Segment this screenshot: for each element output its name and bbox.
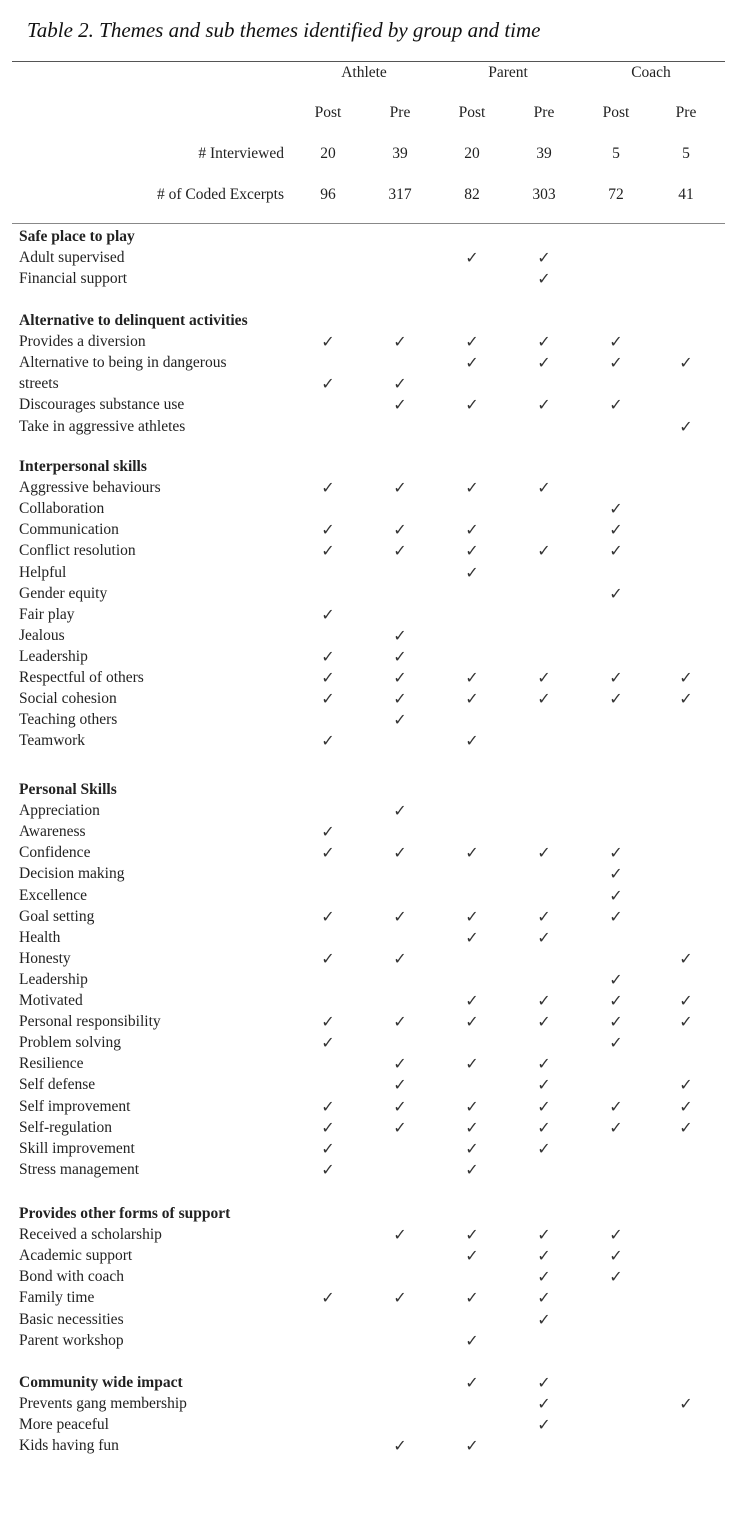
check-mark: ✓ [321,822,335,842]
check-mark: ✓ [393,332,407,352]
theme-row-label: Decision making [19,865,125,883]
summary-value: 39 [392,145,408,162]
check-mark: ✓ [465,991,479,1010]
check-mark: ✓ [465,1373,479,1392]
theme-row-label: Gender equity [19,584,108,602]
check-mark: ✓ [465,1288,479,1308]
check-mark: ✓ [465,1246,479,1266]
check-mark: ✓ [321,1159,335,1179]
check-mark: ✓ [537,353,551,373]
theme-row-label: Respectful of others [19,669,144,686]
check-mark: ✓ [609,395,623,415]
check-mark: ✓ [465,520,479,540]
check-mark: ✓ [465,1138,479,1158]
check-mark: ✓ [609,499,623,519]
check-mark: ✓ [393,710,407,730]
check-mark: ✓ [537,1117,551,1137]
check-mark: ✓ [393,520,407,540]
check-mark: ✓ [465,353,479,373]
header-bottom-rule [12,223,725,224]
theme-row-label: streets [19,375,59,393]
check-mark: ✓ [393,374,407,394]
theme-row-label: Resilience [19,1055,84,1073]
group-header: Parent [488,64,528,81]
section-title: Community wide impact [19,1374,183,1391]
check-mark: ✓ [679,991,693,1010]
summary-row-label: # of Coded Excerpts [157,186,284,203]
check-mark: ✓ [465,478,479,498]
check-mark: ✓ [465,1096,479,1116]
check-mark: ✓ [537,395,551,415]
check-mark: ✓ [321,948,335,968]
time-header: Post [458,104,486,121]
check-mark: ✓ [393,689,407,709]
theme-row-label: Communication [19,521,119,539]
check-mark: ✓ [537,1288,551,1308]
check-mark: ✓ [609,353,623,373]
summary-value: 96 [320,186,336,203]
check-mark: ✓ [321,604,335,624]
check-mark: ✓ [393,625,407,645]
check-mark: ✓ [393,1075,407,1095]
check-mark: ✓ [609,1117,623,1137]
theme-row-label: Honesty [19,949,71,967]
theme-row-label: Take in aggressive athletes [19,417,186,435]
theme-row-label: Aggressive behaviours [19,479,161,497]
check-mark: ✓ [537,541,551,561]
section-title: Alternative to delinquent activities [19,312,248,329]
theme-row-label: Provides a diversion [19,333,146,351]
check-mark: ✓ [609,843,623,863]
check-mark: ✓ [609,1225,623,1245]
check-mark: ✓ [465,731,479,751]
check-mark: ✓ [465,927,479,947]
check-mark: ✓ [465,248,479,268]
theme-row-label: Collaboration [19,500,105,518]
check-mark: ✓ [393,906,407,926]
check-mark: ✓ [537,332,551,352]
check-mark: ✓ [609,906,623,926]
check-mark: ✓ [537,1309,551,1329]
theme-row-label: Kids having fun [19,1437,119,1455]
check-mark: ✓ [321,1096,335,1116]
check-mark: ✓ [393,668,407,687]
theme-row-label: Social cohesion [19,690,117,708]
time-header: Post [602,104,630,121]
theme-row-label: Health [19,928,61,946]
check-mark: ✓ [537,478,551,498]
check-mark: ✓ [393,478,407,498]
check-mark: ✓ [537,1096,551,1116]
check-mark: ✓ [465,1054,479,1074]
check-mark: ✓ [609,885,623,905]
check-mark: ✓ [393,1117,407,1137]
theme-row-label: Self-regulation [19,1118,112,1136]
theme-row-label: Stress management [19,1160,140,1178]
check-mark: ✓ [465,395,479,415]
theme-row-label: Jealous [19,626,65,644]
theme-row-label: Parent workshop [19,1331,124,1349]
check-mark: ✓ [609,1012,623,1032]
time-header: Pre [533,104,555,121]
check-mark: ✓ [679,1012,693,1032]
theme-row-label: Awareness [19,823,86,841]
theme-row-label: Teamwork [19,732,86,750]
time-header: Post [314,104,342,121]
check-mark: ✓ [321,1117,335,1137]
check-mark: ✓ [465,1117,479,1137]
check-mark: ✓ [679,353,693,373]
check-mark: ✓ [537,689,551,709]
check-mark: ✓ [465,541,479,561]
check-mark: ✓ [465,1159,479,1179]
check-mark: ✓ [393,843,407,863]
section-title: Personal Skills [19,781,117,798]
summary-value: 39 [536,145,552,162]
check-mark: ✓ [465,332,479,352]
check-mark: ✓ [679,1075,693,1095]
theme-row-label: Academic support [19,1247,133,1265]
check-mark: ✓ [609,689,623,709]
check-mark: ✓ [393,1225,407,1245]
theme-row-label: Family time [19,1289,95,1307]
summary-value: 82 [464,186,480,203]
check-mark: ✓ [321,843,335,863]
table-top-rule [12,61,725,62]
summary-value: 72 [608,186,624,203]
check-mark: ✓ [321,374,335,394]
check-mark: ✓ [321,520,335,540]
check-mark: ✓ [679,416,693,436]
check-mark: ✓ [321,906,335,926]
theme-row-label: Self improvement [19,1097,131,1115]
section-title: Safe place to play [19,228,135,245]
theme-row-label: Teaching others [19,711,118,729]
check-mark: ✓ [679,689,693,709]
theme-row-label: Personal responsibility [19,1013,161,1031]
check-mark: ✓ [537,1012,551,1032]
check-mark: ✓ [321,1033,335,1053]
check-mark: ✓ [393,1054,407,1074]
check-mark: ✓ [465,1330,479,1350]
check-mark: ✓ [537,1394,551,1414]
check-mark: ✓ [609,1096,623,1116]
check-mark: ✓ [609,991,623,1010]
check-mark: ✓ [321,731,335,751]
summary-value: 303 [532,186,556,203]
theme-row-label: Helpful [19,563,67,581]
check-mark: ✓ [537,927,551,947]
check-mark: ✓ [393,646,407,666]
check-mark: ✓ [465,1436,479,1456]
check-mark: ✓ [321,646,335,666]
summary-value: 41 [678,186,694,203]
theme-row-label: Bond with coach [19,1268,125,1286]
check-mark: ✓ [393,801,407,821]
theme-row-label: Confidence [19,844,91,862]
theme-row-label: Adult supervised [19,249,125,267]
check-mark: ✓ [679,1117,693,1137]
section-title: Provides other forms of support [19,1205,231,1222]
time-header: Pre [675,104,697,121]
theme-row-label: Leadership [19,647,88,665]
summary-value: 317 [388,186,412,203]
check-mark: ✓ [321,332,335,352]
check-mark: ✓ [321,668,335,687]
check-mark: ✓ [465,668,479,687]
check-mark: ✓ [609,969,623,989]
check-mark: ✓ [537,248,551,268]
theme-row-label: Skill improvement [19,1139,135,1157]
summary-value: 5 [612,145,620,162]
check-mark: ✓ [537,269,551,289]
theme-row-label: Problem solving [19,1034,122,1052]
check-mark: ✓ [465,1225,479,1245]
check-mark: ✓ [537,668,551,687]
check-mark: ✓ [537,1415,551,1435]
check-mark: ✓ [465,906,479,926]
check-mark: ✓ [393,541,407,561]
theme-row-label: Leadership [19,970,88,988]
check-mark: ✓ [537,1225,551,1245]
check-mark: ✓ [393,1436,407,1456]
check-mark: ✓ [393,948,407,968]
check-mark: ✓ [537,843,551,863]
check-mark: ✓ [465,562,479,582]
check-mark: ✓ [679,1394,693,1414]
check-mark: ✓ [465,843,479,863]
theme-row-label: Goal setting [19,907,95,925]
check-mark: ✓ [465,689,479,709]
check-mark: ✓ [321,1012,335,1032]
check-mark: ✓ [393,1012,407,1032]
check-mark: ✓ [609,1033,623,1053]
theme-row-label: Excellence [19,886,87,904]
theme-row-label: Financial support [19,270,128,288]
check-mark: ✓ [321,1288,335,1308]
section-title: Interpersonal skills [19,458,147,475]
summary-value: 5 [682,145,690,162]
check-mark: ✓ [679,668,693,687]
check-mark: ✓ [321,541,335,561]
check-mark: ✓ [609,1267,623,1287]
theme-row-label: Appreciation [19,802,100,820]
table-caption: Table 2. Themes and sub themes identified by group and time [27,18,541,42]
check-mark: ✓ [609,864,623,884]
check-mark: ✓ [609,668,623,687]
summary-value: 20 [320,145,336,162]
summary-value: 20 [464,145,480,162]
group-header: Coach [631,64,671,81]
check-mark: ✓ [537,906,551,926]
theme-row-label: Received a scholarship [19,1226,162,1244]
check-mark: ✓ [537,1054,551,1074]
theme-row-label: Prevents gang membership [19,1395,187,1413]
check-mark: ✓ [537,1373,551,1392]
check-mark: ✓ [465,1012,479,1032]
check-mark: ✓ [537,1267,551,1287]
check-mark: ✓ [537,1138,551,1158]
check-mark: ✓ [609,1246,623,1266]
theme-row-label: Motivated [19,992,83,1009]
check-mark: ✓ [393,1288,407,1308]
check-mark: ✓ [679,948,693,968]
check-mark: ✓ [679,1096,693,1116]
theme-row-label: Basic necessities [19,1310,124,1328]
summary-row-label: # Interviewed [198,145,284,162]
check-mark: ✓ [609,541,623,561]
check-mark: ✓ [537,991,551,1010]
check-mark: ✓ [393,1096,407,1116]
theme-row-label: Conflict resolution [19,542,136,560]
check-mark: ✓ [393,395,407,415]
group-header: Athlete [341,64,387,81]
check-mark: ✓ [321,1138,335,1158]
check-mark: ✓ [321,689,335,709]
theme-row-label: Alternative to being in dangerous [19,354,227,372]
check-mark: ✓ [537,1075,551,1095]
theme-row-label: Discourages substance use [19,396,185,414]
time-header: Pre [389,104,411,121]
check-mark: ✓ [537,1246,551,1266]
check-mark: ✓ [609,332,623,352]
check-mark: ✓ [609,583,623,603]
theme-row-label: More peaceful [19,1416,109,1434]
theme-row-label: Fair play [19,605,75,623]
check-mark: ✓ [321,478,335,498]
theme-row-label: Self defense [19,1076,96,1094]
check-mark: ✓ [609,520,623,540]
